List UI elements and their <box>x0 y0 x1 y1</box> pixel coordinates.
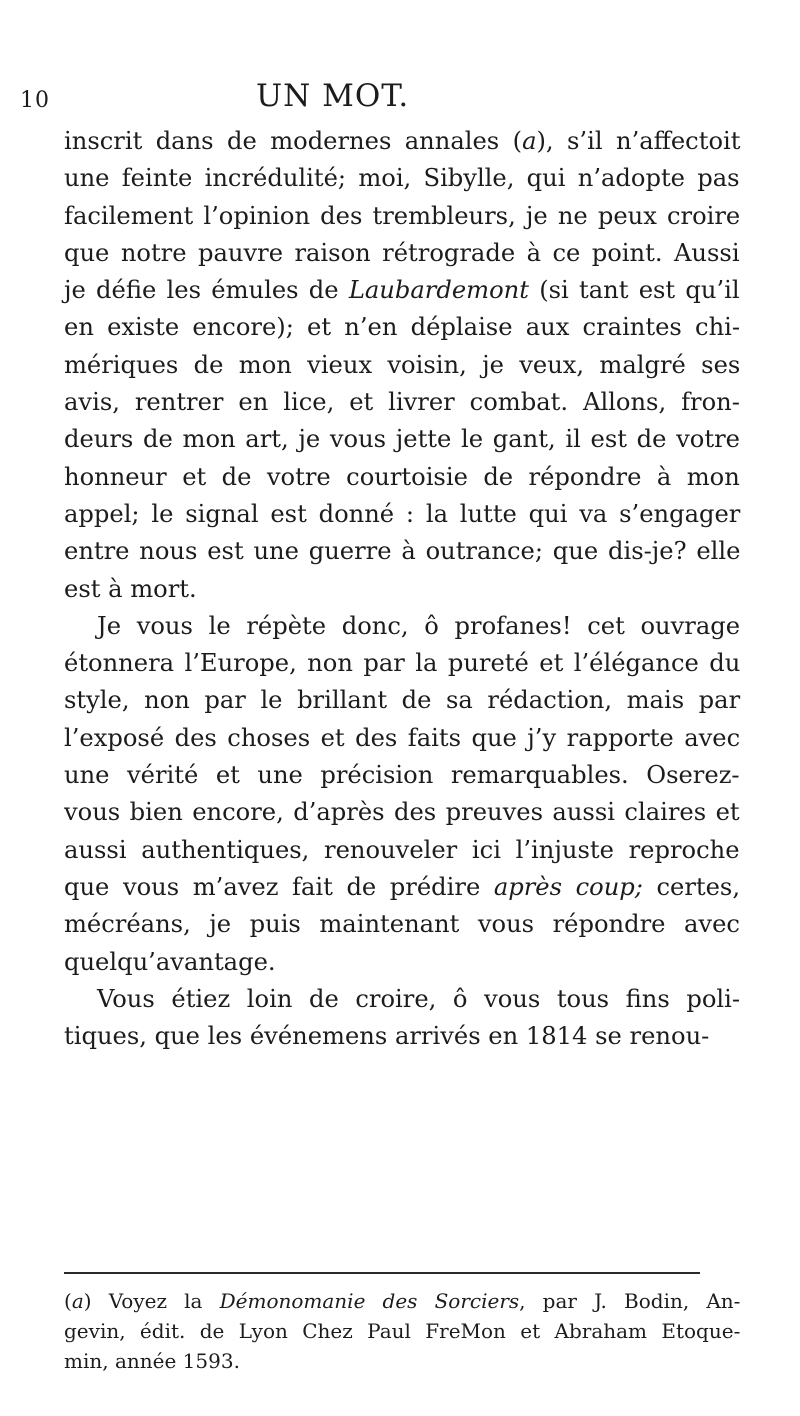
body-text: deurs de mon art, je vous jette le gant, il est de votre <box>64 425 740 454</box>
body-line <box>64 123 740 160</box>
body-italic-text: Laubardemont <box>348 276 529 305</box>
body-line <box>64 906 740 943</box>
body-text: aussi authentiques, renouveler ici l’injuste reproche <box>64 835 740 864</box>
running-head <box>20 78 780 118</box>
body-line <box>64 981 740 1018</box>
body-line <box>64 608 740 645</box>
body-line <box>64 533 740 570</box>
body-text: que notre pauvre raison rétrograde à ce point. Aussi <box>64 238 740 267</box>
body-line <box>64 720 740 757</box>
body-line <box>64 682 740 719</box>
footnote-text: min, année 1593. <box>64 1349 240 1373</box>
body-line <box>64 645 740 682</box>
footnote-text: , par J. Bodin, An- <box>519 1289 741 1313</box>
body-line <box>64 757 740 794</box>
body-line <box>64 944 740 981</box>
body-line <box>64 347 740 384</box>
body-line <box>64 794 740 831</box>
footnote-line <box>64 1346 740 1376</box>
footnote-italic-text: a <box>71 1289 84 1313</box>
footnote-text: ( <box>64 1289 72 1313</box>
body-text: avis, rentrer en lice, et livrer combat. Allons, fron- <box>64 388 740 417</box>
footnote <box>64 1286 740 1376</box>
body-text: honneur et de votre courtoisie de répondre à mon <box>64 462 740 491</box>
body-text: tiques, que les événemens arrivés en 1814 se renou- <box>64 1022 710 1051</box>
body-text: inscrit dans de modernes annales ( <box>64 127 523 155</box>
running-title: UN MOT. <box>256 78 410 114</box>
body-line <box>64 160 740 197</box>
body-text: une feinte incrédulité; moi, Sibylle, qui n’adopte pas <box>64 164 740 193</box>
body-text: que vous m’avez fait de prédire <box>64 872 494 901</box>
body-line <box>64 272 740 309</box>
body-text: certes, <box>642 872 741 901</box>
body-line <box>64 459 740 496</box>
body-line <box>64 384 740 421</box>
body-italic-text: a <box>522 127 537 155</box>
page-number: 10 <box>20 88 50 113</box>
body-text: (si tant est qu’il <box>528 276 740 305</box>
footnote-line <box>64 1286 740 1316</box>
body-text: une vérité et une précision remarquables. Oserez- <box>64 761 740 790</box>
footnote-text: gevin, édit. de Lyon Chez Paul FreMon et Abraham Etoque- <box>64 1319 741 1343</box>
body-text: l’exposé des choses et des faits que j’y rapporte avec <box>64 723 741 752</box>
body-line <box>64 198 740 235</box>
body-italic-text: après coup; <box>493 872 643 901</box>
body-text: facilement l’opinion des trembleurs, je ne peux croire <box>64 201 741 230</box>
body-line <box>64 235 740 272</box>
body-line <box>64 421 740 458</box>
body-text: Vous étiez loin de croire, ô vous tous fins poli- <box>97 984 741 1013</box>
main-text <box>64 123 740 1055</box>
footnote-rule <box>64 1272 700 1274</box>
body-text: quelqu’avantage. <box>64 947 276 976</box>
body-text: mériques de mon vieux voisin, je veux, malgré ses <box>64 350 741 379</box>
body-text: appel; le signal est donné : la lutte qui va s’engager <box>64 499 741 528</box>
body-line <box>64 496 740 533</box>
body-line <box>64 869 740 906</box>
body-line <box>64 571 740 608</box>
body-text: Je vous le répète donc, ô profanes! cet ouvrage <box>97 611 741 640</box>
body-text: vous bien encore, d’après des preuves aussi claires et <box>64 798 740 827</box>
body-line <box>64 832 740 869</box>
footnote-italic-text: Démonomanie des Sorciers <box>219 1289 520 1313</box>
body-text: est à mort. <box>64 574 197 603</box>
body-text: mécréans, je puis maintenant vous répondre avec <box>64 910 740 939</box>
body-text: ), s’il n’affectoit <box>536 127 741 155</box>
body-text: étonnera l’Europe, non par la pureté et l’élégance du <box>64 649 741 678</box>
footnote-text: ) Voyez la <box>83 1289 220 1313</box>
body-text: entre nous est une guerre à outrance; que dis-je? elle <box>64 537 741 566</box>
body-text: je défie les émules de <box>64 276 349 305</box>
body-text: en existe encore); et n’en déplaise aux craintes chi- <box>64 313 741 342</box>
body-text: style, non par le brillant de sa rédaction, mais par <box>64 686 741 715</box>
body-line <box>64 309 740 346</box>
footnote-line <box>64 1316 740 1346</box>
body-line <box>64 1018 740 1055</box>
